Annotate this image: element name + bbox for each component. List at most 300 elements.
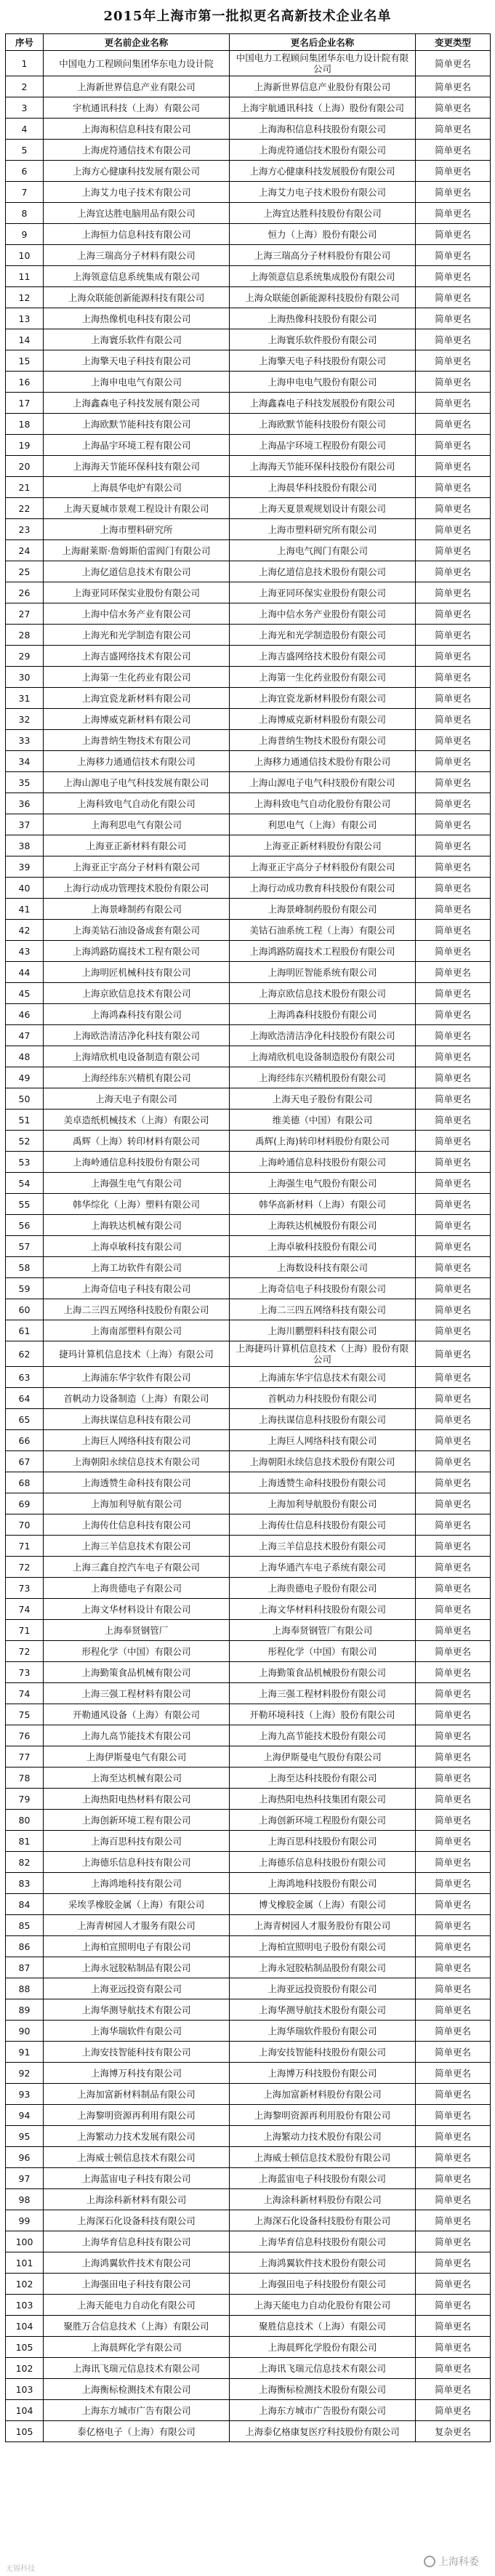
cell-change-type: 简单更名: [416, 519, 491, 540]
table-row: [6, 2189, 491, 2210]
cell-seq: 32: [6, 709, 44, 730]
table-row: [6, 245, 491, 266]
cell-name-before: 上海天能电力自动化有限公司: [44, 2295, 230, 2316]
cell-seq: 89: [6, 1999, 44, 2021]
cell-change-type: 简单更名: [416, 1067, 491, 1088]
table-row: [6, 2084, 491, 2105]
table-row: [6, 793, 491, 814]
cell-name-before: 上海景峰制药有限公司: [44, 899, 230, 920]
cell-change-type: 简单更名: [416, 245, 491, 266]
table-row: [6, 540, 491, 561]
cell-change-type: 简单更名: [416, 1725, 491, 1746]
table-row: [6, 751, 491, 772]
table-row: [6, 203, 491, 224]
cell-seq: 29: [6, 646, 44, 667]
cell-name-before: 上海三瑞高分子材料有限公司: [44, 245, 230, 266]
cell-seq: 45: [6, 983, 44, 1004]
cell-name-before: 上海朝阳永续信息技术有限公司: [44, 1451, 230, 1472]
cell-change-type: 简单更名: [416, 1131, 491, 1152]
cell-seq: 97: [6, 2168, 44, 2189]
cell-name-before: 上海擎天电子科技有限公司: [44, 350, 230, 372]
cell-name-after: 上海行动成功教育科技股份有限公司: [230, 878, 416, 899]
cell-seq: 93: [6, 2084, 44, 2105]
cell-name-after: 上海奇信电子科技股份有限公司: [230, 1278, 416, 1299]
cell-name-after: 上海奉贤钢管厂有限公司: [230, 1620, 416, 1641]
cell-change-type: 简单更名: [416, 2252, 491, 2274]
cell-name-before: 上海浦东华宇软件有限公司: [44, 1367, 230, 1388]
cell-name-after: 上海川鹏塑料科技有限公司: [230, 1320, 416, 1341]
cell-name-after: 上海宇航通讯科技（上海）股份有限公司: [230, 97, 416, 119]
cell-seq: 77: [6, 1746, 44, 1768]
cell-change-type: 简单更名: [416, 603, 491, 625]
cell-change-type: 简单更名: [416, 1831, 491, 1852]
table-header-row: [6, 34, 491, 51]
cell-name-after: 上海创新环境工程股份有限公司: [230, 1810, 416, 1831]
cell-name-before: 上海热阳电热材料有限公司: [44, 1789, 230, 1810]
cell-change-type: 简单更名: [416, 1110, 491, 1131]
cell-change-type: 简单更名: [416, 1388, 491, 1409]
cell-change-type: 简单更名: [416, 1257, 491, 1278]
cell-change-type: 简单更名: [416, 456, 491, 477]
cell-name-before: 形程化学（中国）有限公司: [44, 1641, 230, 1662]
table-row: [6, 1088, 491, 1110]
cell-name-before: 上海宜达胜电脑用品有限公司: [44, 203, 230, 224]
cell-name-after: 上海衡标检测技术股份有限公司: [230, 2379, 416, 2400]
cell-name-before: 上海亿道信息技术有限公司: [44, 561, 230, 582]
cell-name-before: 上海鸿森科技有限公司: [44, 1004, 230, 1025]
table-row: [6, 2316, 491, 2337]
cell-seq: 56: [6, 1215, 44, 1236]
cell-seq: 14: [6, 329, 44, 350]
cell-seq: 3: [6, 97, 44, 119]
cell-name-before: 上海涂科新材料有限公司: [44, 2189, 230, 2210]
cell-change-type: 简单更名: [416, 1915, 491, 1936]
table-row: [6, 1514, 491, 1536]
cell-name-after: 上海山源电子电气科技股份有限公司: [230, 772, 416, 793]
cell-seq: 40: [6, 878, 44, 899]
cell-change-type: 简单更名: [416, 1704, 491, 1725]
cell-name-before: 上海九高节能技术有限公司: [44, 1725, 230, 1746]
table-row: [6, 1557, 491, 1578]
cell-change-type: 简单更名: [416, 1999, 491, 2021]
cell-change-type: 简单更名: [416, 1088, 491, 1110]
cell-change-type: 简单更名: [416, 582, 491, 603]
cell-seq: 100: [6, 2231, 44, 2252]
table-row: [6, 1367, 491, 1388]
table-row: [6, 2210, 491, 2231]
table-row: [6, 1025, 491, 1046]
cell-seq: 75: [6, 1704, 44, 1725]
cell-name-after: 上海热像科技股份有限公司: [230, 308, 416, 329]
cell-seq: 36: [6, 793, 44, 814]
cell-change-type: 简单更名: [416, 498, 491, 519]
cell-change-type: 简单更名: [416, 1472, 491, 1493]
cell-name-before: 上海美钴石油设备成套有限公司: [44, 920, 230, 941]
cell-name-after: 上海欧浩清洁净化科技股份有限公司: [230, 1025, 416, 1046]
cell-name-before: 上海南部塑料有限公司: [44, 1320, 230, 1341]
table-row: [6, 1451, 491, 1472]
cell-name-before: 上海科致电气自动化有限公司: [44, 793, 230, 814]
cell-name-before: 上海卓敏科技有限公司: [44, 1236, 230, 1257]
cell-change-type: 简单更名: [416, 1810, 491, 1831]
table-row: [6, 688, 491, 709]
cell-name-after: 上海欧默节能科技股份有限公司: [230, 414, 416, 435]
cell-name-before: 上海三鑫自控汽车电子有限公司: [44, 1557, 230, 1578]
cell-name-before: 上海欧默节能科技有限公司: [44, 414, 230, 435]
cell-name-after: 上海捷玛计算机信息技术（上海）股份有限公司: [230, 1341, 416, 1367]
cell-seq: 94: [6, 2105, 44, 2126]
table-row: [6, 899, 491, 920]
cell-name-before: 上海创新环境工程有限公司: [44, 1810, 230, 1831]
cell-name-before: 禹辉（上海）转印材料有限公司: [44, 1131, 230, 1152]
cell-name-before: 上海天电子有限公司: [44, 1088, 230, 1110]
cell-name-before: 上海亚正新材料有限公司: [44, 835, 230, 856]
cell-change-type: 简单更名: [416, 2168, 491, 2189]
cell-name-after: 上海至达科技股份有限公司: [230, 1768, 416, 1789]
cell-name-before: 首帆动力设备制造（上海）有限公司: [44, 1388, 230, 1409]
table-row: [6, 2126, 491, 2147]
cell-name-before: 上海巨人网络科技有限公司: [44, 1430, 230, 1451]
cell-name-after: 上海新世界信息产业股份有限公司: [230, 76, 416, 97]
cell-name-after: 上海涂科新材料股份有限公司: [230, 2189, 416, 2210]
cell-name-after: 上海普纳生物技术股份有限公司: [230, 730, 416, 751]
cell-change-type: 复杂更名: [416, 2421, 491, 2442]
cell-change-type: 简单更名: [416, 1683, 491, 1704]
cell-change-type: 简单更名: [416, 1236, 491, 1257]
cell-change-type: 简单更名: [416, 203, 491, 224]
cell-change-type: 简单更名: [416, 667, 491, 688]
cell-name-after: 上海吉盛网络技术股份有限公司: [230, 646, 416, 667]
cell-change-type: 简单更名: [416, 329, 491, 350]
cell-seq: 5: [6, 140, 44, 161]
cell-name-before: 上海青树园人才服务有限公司: [44, 1915, 230, 1936]
cell-seq: 41: [6, 899, 44, 920]
cell-name-before: 上海华测导航技术有限公司: [44, 1999, 230, 2021]
cell-seq: 8: [6, 203, 44, 224]
cell-seq: 71: [6, 1620, 44, 1641]
cell-change-type: 简单更名: [416, 76, 491, 97]
cell-change-type: 简单更名: [416, 1768, 491, 1789]
cell-seq: 105: [6, 2421, 44, 2442]
table-row: [6, 814, 491, 835]
cell-seq: 20: [6, 456, 44, 477]
table-row: [6, 920, 491, 941]
cell-name-after: 首帆动力科技股份有限公司: [230, 1388, 416, 1409]
cell-name-after: 上海威士顿信息技术股份有限公司: [230, 2147, 416, 2168]
cell-name-before: 上海吉盛网络技术有限公司: [44, 646, 230, 667]
cell-seq: 67: [6, 1451, 44, 1472]
cell-name-before: 上海黎明资源再利用有限公司: [44, 2105, 230, 2126]
cell-seq: 31: [6, 688, 44, 709]
table-row: [6, 646, 491, 667]
cell-name-after: 上海电气阀门有限公司: [230, 540, 416, 561]
cell-name-after: 上海卓敏科技股份有限公司: [230, 1236, 416, 1257]
cell-change-type: 简单更名: [416, 625, 491, 646]
watermark-small: 无锡科技: [6, 2565, 35, 2573]
cell-change-type: 简单更名: [416, 1852, 491, 1873]
cell-name-after: 上海数设科技有限公司: [230, 1257, 416, 1278]
cell-seq: 73: [6, 1578, 44, 1599]
cell-change-type: 简单更名: [416, 1978, 491, 1999]
table-row: [6, 1046, 491, 1067]
cell-name-before: 采埃孚橡胶金属（上海）有限公司: [44, 1894, 230, 1915]
table-row: [6, 1194, 491, 1215]
cell-name-after: 上海巨人网络科技有限公司: [230, 1430, 416, 1451]
watermark-brand: 上海科委: [438, 2556, 479, 2568]
cell-change-type: 简单更名: [416, 393, 491, 414]
table-row: [6, 76, 491, 97]
table-body: [6, 51, 491, 2442]
table-row: [6, 1493, 491, 1514]
table-row: [6, 350, 491, 372]
cell-name-after: 上海讯飞瑞元信息技术有限公司: [230, 2358, 416, 2379]
table-row: [6, 2021, 491, 2042]
cell-change-type: 简单更名: [416, 835, 491, 856]
cell-name-after: 博戈橡胶金属（上海）有限公司: [230, 1894, 416, 1915]
table-row: [6, 1957, 491, 1978]
cell-seq: 47: [6, 1025, 44, 1046]
cell-seq: 58: [6, 1257, 44, 1278]
cell-name-before: 宇杭通讯科技（上海）有限公司: [44, 97, 230, 119]
cell-name-after: 上海亚同环保实业股份有限公司: [230, 582, 416, 603]
cell-change-type: 简单更名: [416, 350, 491, 372]
cell-name-before: 上海虎符通信技术有限公司: [44, 140, 230, 161]
cell-seq: 11: [6, 266, 44, 287]
cell-name-before: 上海亚远投资有限公司: [44, 1978, 230, 1999]
table-row: [6, 1683, 491, 1704]
cell-change-type: 简单更名: [416, 1341, 491, 1367]
cell-name-before: 上海晨辉化学有限公司: [44, 2337, 230, 2358]
cell-name-before: 上海安技智能科技有限公司: [44, 2042, 230, 2063]
cell-name-before: 上海华育信息科技有限公司: [44, 2231, 230, 2252]
cell-name-after: 上海宜瓷龙新材料股份有限公司: [230, 688, 416, 709]
cell-seq: 91: [6, 2042, 44, 2063]
cell-change-type: 简单更名: [416, 540, 491, 561]
table-row: [6, 1320, 491, 1341]
cell-seq: 73: [6, 1662, 44, 1683]
cell-change-type: 简单更名: [416, 2274, 491, 2295]
cell-name-before: 上海山源电子电气科技发展有限公司: [44, 772, 230, 793]
cell-name-after: 上海黎明资源再利用股份有限公司: [230, 2105, 416, 2126]
table-row: [6, 266, 491, 287]
cell-change-type: 简单更名: [416, 2084, 491, 2105]
cell-seq: 86: [6, 1936, 44, 1957]
table-row: [6, 519, 491, 540]
table-row: [6, 941, 491, 962]
cell-name-before: 上海经纬东兴精机有限公司: [44, 1067, 230, 1088]
cell-name-after: 上海鸿地科技股份有限公司: [230, 1873, 416, 1894]
cell-name-after: 上海加富新材料股份有限公司: [230, 2084, 416, 2105]
table-row: [6, 1173, 491, 1194]
cell-seq: 81: [6, 1831, 44, 1852]
table-row: [6, 962, 491, 983]
cell-name-after: 禹辉(上海)转印材料股份有限公司: [230, 1131, 416, 1152]
cell-name-before: 上海恒力信息科技有限公司: [44, 224, 230, 245]
cell-seq: 64: [6, 1388, 44, 1409]
table-row: [6, 1388, 491, 1409]
cell-seq: 66: [6, 1430, 44, 1451]
cell-name-before: 上海鸿地科技有限公司: [44, 1873, 230, 1894]
table-row: [6, 1004, 491, 1025]
table-row: [6, 2400, 491, 2421]
table-row: [6, 1662, 491, 1683]
cell-name-before: 上海伊斯曼电气有限公司: [44, 1746, 230, 1768]
cell-change-type: 简单更名: [416, 1215, 491, 1236]
cell-seq: 19: [6, 435, 44, 456]
cell-change-type: 简单更名: [416, 2126, 491, 2147]
cell-name-after: 上海华育信息科技股份有限公司: [230, 2231, 416, 2252]
cell-seq: 2: [6, 76, 44, 97]
cell-name-after: 上海亚正新材料股份有限公司: [230, 835, 416, 856]
table-row: [6, 625, 491, 646]
table-row: [6, 1978, 491, 1999]
cell-change-type: 简单更名: [416, 920, 491, 941]
cell-seq: 52: [6, 1131, 44, 1152]
table-row: [6, 2105, 491, 2126]
cell-name-before: 上海三强工程材料有限公司: [44, 1683, 230, 1704]
table-row: [6, 477, 491, 498]
table-row: [6, 287, 491, 308]
cell-name-before: 上海至达机械有限公司: [44, 1768, 230, 1789]
cell-name-after: 上海安技智能科技股份有限公司: [230, 2042, 416, 2063]
cell-name-before: 上海靖欣机电设备制造有限公司: [44, 1046, 230, 1067]
cell-seq: 30: [6, 667, 44, 688]
cell-seq: 60: [6, 1299, 44, 1320]
cell-name-before: 上海明匠机械科技有限公司: [44, 962, 230, 983]
table-row: [6, 2379, 491, 2400]
cell-name-before: 上海晶宇环境工程有限公司: [44, 435, 230, 456]
cell-seq: 72: [6, 1557, 44, 1578]
cell-seq: 104: [6, 2316, 44, 2337]
cell-change-type: 简单更名: [416, 2358, 491, 2379]
cell-seq: 53: [6, 1152, 44, 1173]
table-row: [6, 393, 491, 414]
cell-name-before: 上海贵德电子有限公司: [44, 1578, 230, 1599]
cell-seq: 80: [6, 1810, 44, 1831]
cell-name-before: 泰亿格电子（上海）有限公司: [44, 2421, 230, 2442]
cell-name-before: 上海光和光学制造有限公司: [44, 625, 230, 646]
company-rename-table: [5, 33, 491, 2442]
cell-name-before: 上海东方城市广告有限公司: [44, 2400, 230, 2421]
cell-name-before: 上海鑫森电子科技发展有限公司: [44, 393, 230, 414]
cell-name-before: 上海百思科技有限公司: [44, 1831, 230, 1852]
cell-change-type: 简单更名: [416, 1557, 491, 1578]
table-row: [6, 224, 491, 245]
table-row: [6, 161, 491, 182]
cell-change-type: 简单更名: [416, 1662, 491, 1683]
cell-seq: 15: [6, 350, 44, 372]
cell-seq: 6: [6, 161, 44, 182]
cell-seq: 79: [6, 1789, 44, 1810]
cell-change-type: 简单更名: [416, 1046, 491, 1067]
cell-seq: 71: [6, 1536, 44, 1557]
header-change-type: 变更类型: [416, 34, 491, 51]
cell-change-type: 简单更名: [416, 1894, 491, 1915]
cell-seq: 102: [6, 2358, 44, 2379]
cell-name-after: 利思电气（上海）有限公司: [230, 814, 416, 835]
cell-name-after: 上海鸿翼软件技术股份有限公司: [230, 2252, 416, 2274]
cell-name-before: 捷玛计算机信息技术（上海）有限公司: [44, 1341, 230, 1367]
table-row: [6, 1409, 491, 1430]
cell-name-before: 上海强生电气有限公司: [44, 1173, 230, 1194]
cell-name-after: 韩华高新材料（上海）有限公司: [230, 1194, 416, 1215]
header-seq: 序号: [6, 34, 44, 51]
cell-seq: 35: [6, 772, 44, 793]
cell-change-type: 简单更名: [416, 688, 491, 709]
cell-change-type: 简单更名: [416, 772, 491, 793]
cell-name-after: 上海第一生化药业股份有限公司: [230, 667, 416, 688]
table-row: [6, 97, 491, 119]
cell-name-before: 上海热像机电科技有限公司: [44, 308, 230, 329]
table-row: [6, 2231, 491, 2252]
cell-change-type: 简单更名: [416, 2021, 491, 2042]
cell-name-before: 上海繁动力技术发展有限公司: [44, 2126, 230, 2147]
cell-seq: 61: [6, 1320, 44, 1341]
cell-change-type: 简单更名: [416, 751, 491, 772]
cell-name-before: 上海二三四五网络科技股份有限公司: [44, 1299, 230, 1320]
cell-name-after: 上海艾力电子技术股份有限公司: [230, 182, 416, 203]
cell-name-after: 上海靖欣机电设备制造股份有限公司: [230, 1046, 416, 1067]
cell-name-after: 上海华测导航技术股份有限公司: [230, 1999, 416, 2021]
cell-change-type: 简单更名: [416, 878, 491, 899]
cell-name-before: 上海强田电子科技有限公司: [44, 2274, 230, 2295]
cell-change-type: 简单更名: [416, 646, 491, 667]
cell-name-before: 上海新世界信息产业有限公司: [44, 76, 230, 97]
cell-seq: 51: [6, 1110, 44, 1131]
cell-change-type: 简单更名: [416, 561, 491, 582]
cell-change-type: 简单更名: [416, 372, 491, 393]
cell-seq: 12: [6, 287, 44, 308]
cell-name-after: 上海鸿森科技股份有限公司: [230, 1004, 416, 1025]
cell-seq: 72: [6, 1641, 44, 1662]
cell-name-before: 上海德乐信息科技有限公司: [44, 1852, 230, 1873]
cell-name-after: 上海朝阳永续信息技术股份有限公司: [230, 1451, 416, 1472]
table-row: [6, 2358, 491, 2379]
cell-name-before: 上海勤策食品机械有限公司: [44, 1662, 230, 1683]
cell-change-type: 简单更名: [416, 941, 491, 962]
cell-seq: 62: [6, 1341, 44, 1367]
cell-name-before: 上海第一生化药业有限公司: [44, 667, 230, 688]
cell-change-type: 简单更名: [416, 814, 491, 835]
cell-name-after: 上海博威克新材料股份有限公司: [230, 709, 416, 730]
cell-name-before: 上海普纳生物技术有限公司: [44, 730, 230, 751]
cell-name-after: 中国电力工程顾问集团华东电力设计院有限公司: [230, 51, 416, 76]
cell-name-after: 上海申电电气股份有限公司: [230, 372, 416, 393]
table-row: [6, 2295, 491, 2316]
table-row: [6, 435, 491, 456]
table-row: [6, 582, 491, 603]
cell-name-before: 上海博万科技有限公司: [44, 2063, 230, 2084]
table-row: [6, 1536, 491, 1557]
cell-name-before: 上海文华材料设计有限公司: [44, 1599, 230, 1620]
cell-change-type: 简单更名: [416, 1025, 491, 1046]
cell-change-type: 简单更名: [416, 1578, 491, 1599]
cell-name-after: 聚胜信息技术（上海）有限公司: [230, 2316, 416, 2337]
cell-name-after: 上海百思科技股份有限公司: [230, 1831, 416, 1852]
table-row: [6, 2168, 491, 2189]
cell-name-before: 上海移力通通信技术有限公司: [44, 751, 230, 772]
cell-change-type: 简单更名: [416, 1409, 491, 1430]
cell-seq: 98: [6, 2189, 44, 2210]
cell-change-type: 简单更名: [416, 1641, 491, 1662]
cell-seq: 39: [6, 856, 44, 878]
cell-name-after: 美钴石油系统工程（上海）有限公司: [230, 920, 416, 941]
table-row: [6, 1852, 491, 1873]
table-row: [6, 2421, 491, 2442]
table-row: [6, 1430, 491, 1451]
cell-name-after: 上海海天节能环保科技股份有限公司: [230, 456, 416, 477]
table-row: [6, 1873, 491, 1894]
